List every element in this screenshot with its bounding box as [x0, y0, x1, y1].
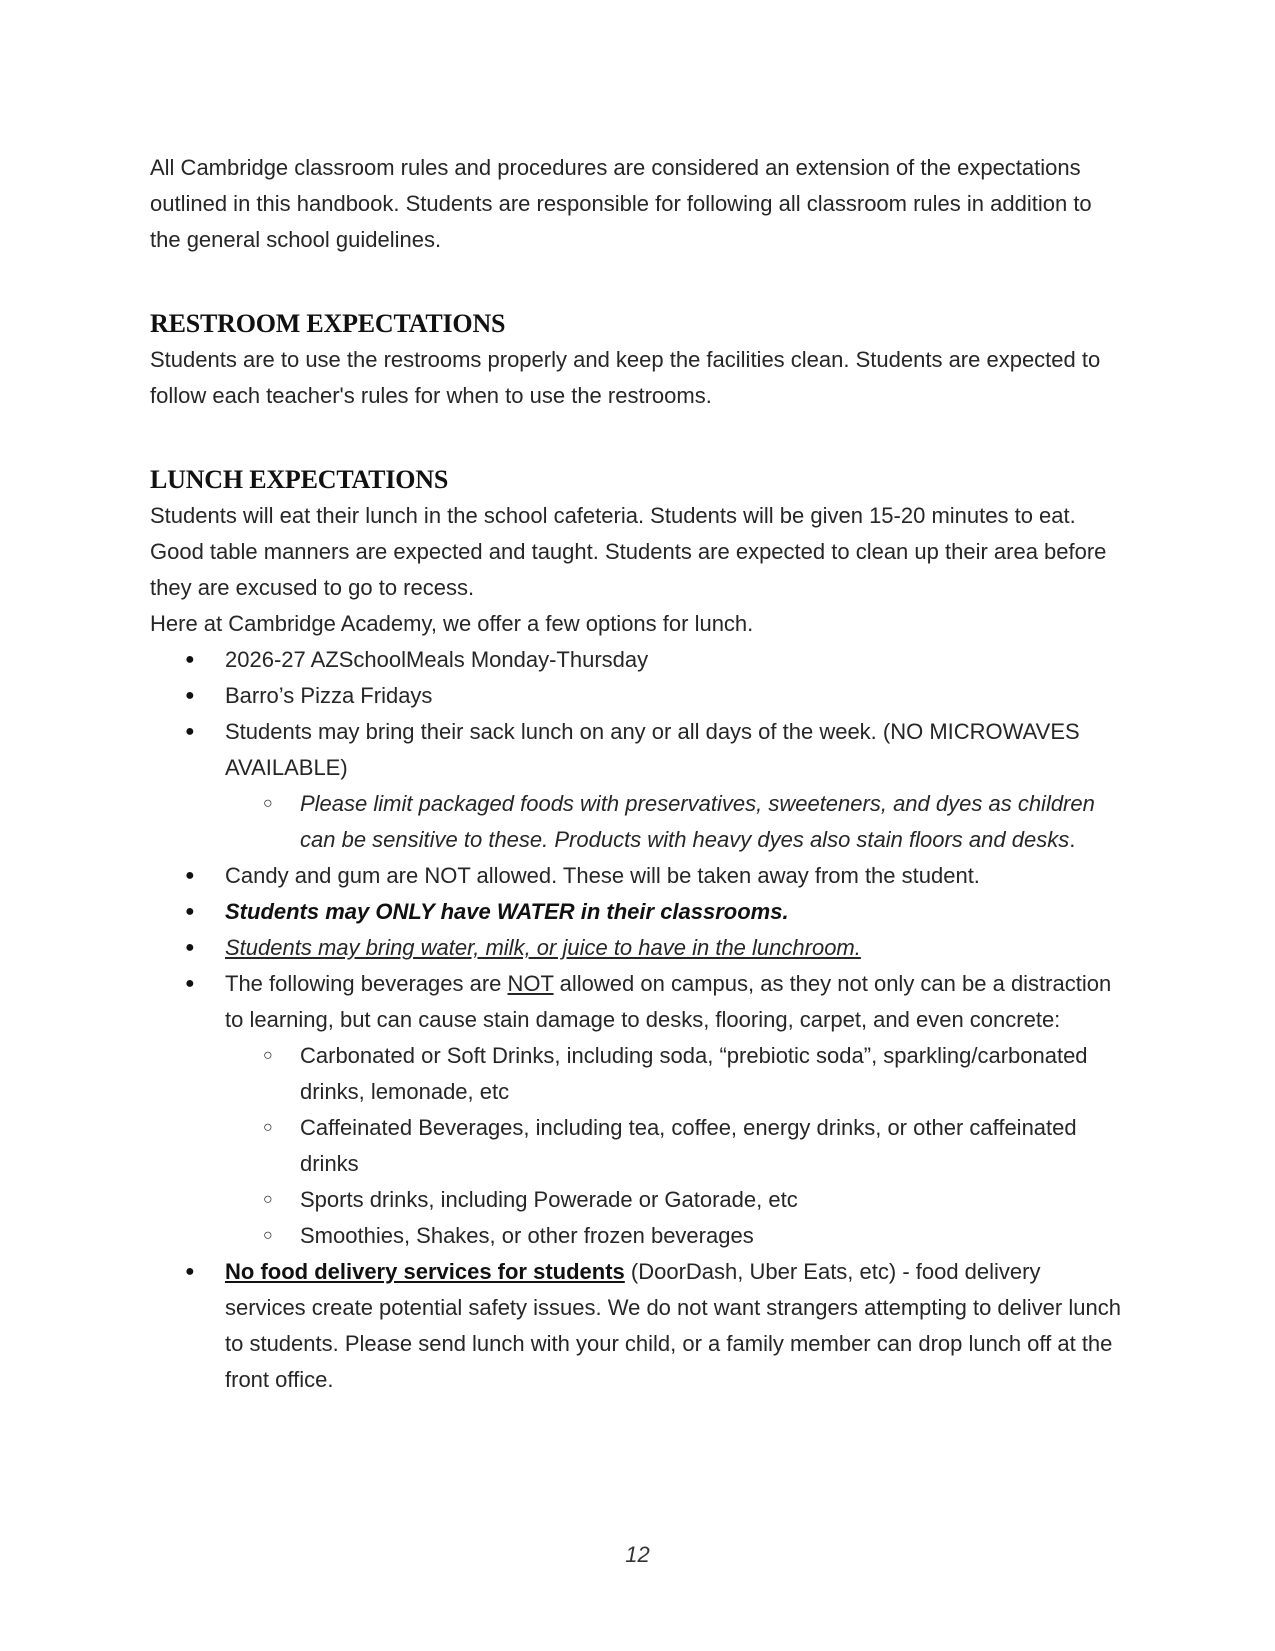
- bullet-icon: ●: [185, 651, 195, 668]
- list-item: [185, 678, 1125, 714]
- bullet-icon: ●: [185, 975, 195, 992]
- circle-bullet-icon: ○: [263, 1047, 273, 1064]
- lunch-options-intro: Here at Cambridge Academy, we offer a few options for lunch.: [150, 611, 754, 636]
- beverage-item: Caffeinated Beverages, including tea, coffee, energy drinks, or other caffeinated drinks: [300, 1115, 1077, 1176]
- bullet-icon: ●: [185, 939, 195, 956]
- circle-bullet-icon: ○: [263, 1227, 273, 1244]
- bullet-icon: ●: [185, 1263, 195, 1280]
- circle-bullet-icon: ○: [263, 1191, 273, 1208]
- sub-list-item: [263, 1110, 1125, 1182]
- delivery-rule-text: (DoorDash, Uber Eats, etc) - food delivery services create potential safety issues. We do not want strangers attempting to deliver lunch to students. Please send lunch with your child, or a family member can drop lunch off at the front office.: [225, 1259, 1121, 1392]
- lunch-heading: LUNCH EXPECTATIONS: [150, 465, 449, 494]
- beverages-not: NOT: [507, 971, 554, 996]
- list-item-text: Students may bring their sack lunch on any or all days of the week. (NO MICROWAVES AVAILABLE): [225, 719, 1080, 780]
- list-item: [185, 858, 1125, 894]
- list-item-text: Candy and gum are NOT allowed. These will be taken away from the student.: [225, 863, 980, 888]
- sub-list-item: [263, 786, 1125, 858]
- lunch-section: [150, 462, 1125, 1398]
- restroom-section: [150, 306, 1125, 414]
- beverage-item: Smoothies, Shakes, or other frozen beverages: [300, 1223, 754, 1248]
- bullet-icon: ●: [185, 867, 195, 884]
- restroom-heading: RESTROOM EXPECTATIONS: [150, 309, 506, 338]
- lunchroom-drinks-rule: Students may bring water, milk, or juice to have in the lunchroom.: [225, 935, 861, 960]
- restroom-body: Students are to use the restrooms properly and keep the facilities clean. Students are expected to follow each teacher's rules for when to use the restrooms.: [150, 347, 1101, 408]
- intro-paragraph: All Cambridge classroom rules and procedures are considered an extension of the expectations outlined in this handbook. Students are responsible for following all classroom rules in addition to the general school guidelines.: [150, 155, 1092, 252]
- list-item-text: Barro’s Pizza Fridays: [225, 683, 433, 708]
- sub-list-item: [263, 1218, 1125, 1254]
- page-content: [150, 150, 1125, 1398]
- list-item-text: 2026-27 AZSchoolMeals Monday-Thursday: [225, 647, 649, 672]
- sack-lunch-sublist: [225, 786, 1125, 858]
- circle-bullet-icon: ○: [263, 1119, 273, 1136]
- lunch-body: Students will eat their lunch in the school cafeteria. Students will be given 15-20 minutes to eat. Good table manners are expected and taught. Students are expected to clean up their area before they are excused to go to recess.: [150, 503, 1107, 600]
- beverage-item: Carbonated or Soft Drinks, including soda, “prebiotic soda”, sparkling/carbonated drinks, lemonade, etc: [300, 1043, 1088, 1104]
- bullet-icon: ●: [185, 903, 195, 920]
- list-item: [185, 714, 1125, 858]
- beverages-sublist: [225, 1038, 1125, 1254]
- bullet-icon: ●: [185, 723, 195, 740]
- circle-bullet-icon: ○: [263, 795, 273, 812]
- beverages-suffix: allowed on campus, as they not only can be a distraction to learning, but can cause stain damage to desks, flooring, carpet, and even concrete:: [225, 971, 1112, 1032]
- list-item: [185, 966, 1125, 1254]
- list-item: [185, 1254, 1125, 1398]
- beverages-prefix: The following beverages are: [225, 971, 508, 996]
- bullet-icon: ●: [185, 687, 195, 704]
- sack-lunch-note-end: .: [1069, 827, 1076, 852]
- list-item: [185, 642, 1125, 678]
- list-item: [185, 930, 1125, 966]
- list-item: [185, 894, 1125, 930]
- sack-lunch-note: Please limit packaged foods with preservatives, sweeteners, and dyes as children can be sensitive to these. Products with heavy dyes also stain floors and desks: [300, 791, 1095, 852]
- beverage-item: Sports drinks, including Powerade or Gatorade, etc: [300, 1187, 798, 1212]
- sub-list-item: [263, 1182, 1125, 1218]
- lunch-options-list: [150, 642, 1125, 1398]
- page-number: 12: [625, 1542, 650, 1567]
- water-only-rule: Students may ONLY have WATER in their classrooms.: [225, 899, 789, 924]
- delivery-rule-heading: No food delivery services for students: [225, 1259, 625, 1284]
- sub-list-item: [263, 1038, 1125, 1110]
